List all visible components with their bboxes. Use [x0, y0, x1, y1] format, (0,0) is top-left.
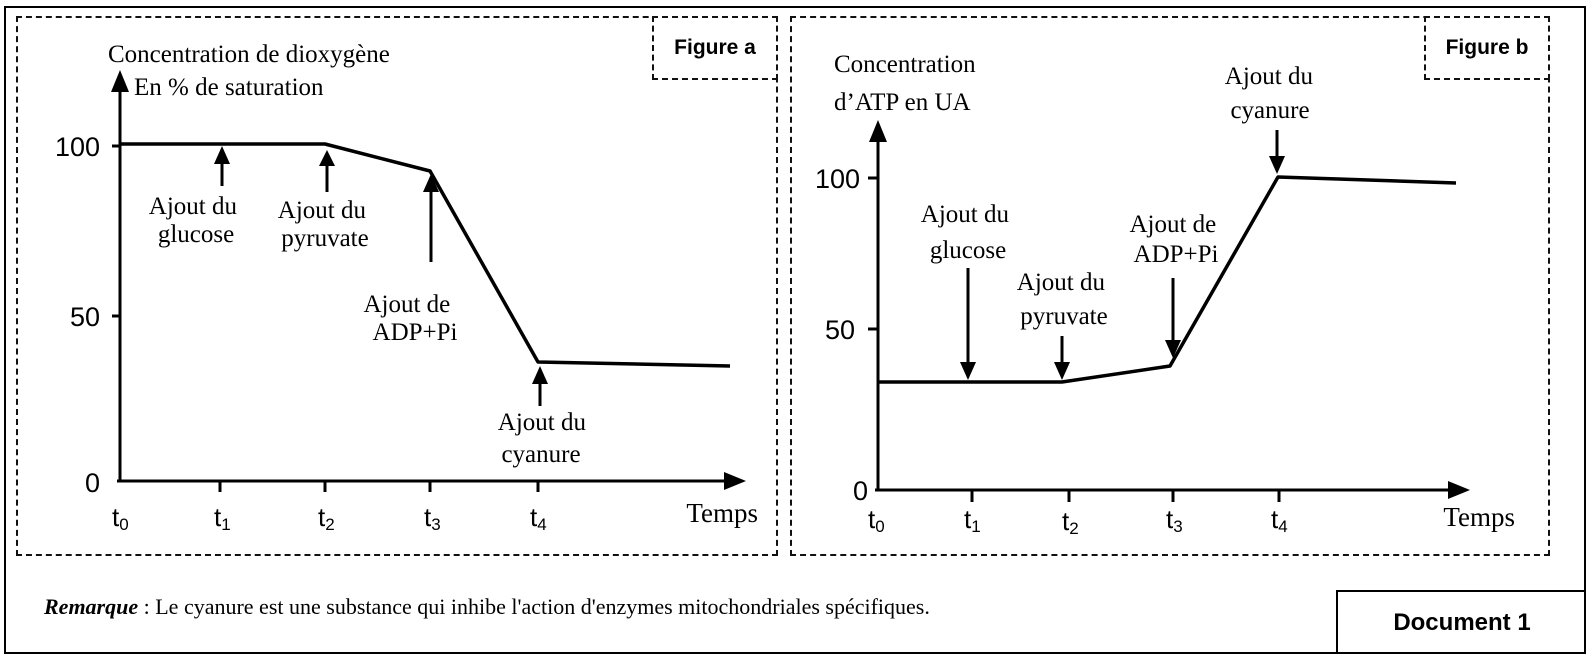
figure-a-ytick-100: 100 [54, 132, 100, 162]
figure-b-ytick-100: 100 [814, 164, 860, 194]
figure-b-y-axis-arrow-icon [869, 120, 887, 142]
figure-b-annotation-pyruvate: Ajout du pyruvate [1016, 269, 1108, 330]
figure-b-arrow-cyanure-icon [1269, 156, 1285, 174]
figure-a-xtick-t1: t1 [214, 502, 231, 534]
remarque-label: Remarque [44, 594, 139, 619]
figure-b-arrow-pyruvate-icon [1054, 362, 1070, 380]
figure-a-arrow-cyanure-icon [532, 366, 548, 384]
figure-a-xtick-t0: t0 [112, 502, 129, 534]
figure-a-annotation-cyanure: Ajout du cyanure [497, 409, 586, 468]
figure-a-x-axis-arrow-icon [724, 472, 746, 490]
figure-b-xlabel: Temps [1443, 502, 1515, 532]
figure-a-xtick-t3: t3 [424, 502, 441, 534]
figure-a-label: Figure a [652, 16, 778, 80]
document-label: Document 1 [1336, 590, 1586, 654]
figure-a-ylabel-line2: En % de saturation [134, 74, 324, 101]
figure-b-chart [815, 51, 1515, 538]
remarque-text: : Le cyanure est une substance qui inhibe l'action d'enzymes mitochondriales spécifiques. [138, 594, 930, 619]
figure-b-ytick-0: 0 [852, 476, 868, 506]
figure-b-xtick-t2: t2 [1062, 506, 1079, 538]
figure-b-annotation-cyanure: Ajout du cyanure [1224, 63, 1313, 124]
figure-a-ylabel-line1: Concentration de dioxygène [108, 41, 390, 68]
figure-a-chart [55, 41, 758, 534]
remarque-note [44, 594, 930, 620]
figure-b-ytick-50: 50 [824, 315, 855, 345]
figure-b-xtick-t1: t1 [964, 504, 981, 536]
figure-a-xtick-t4: t4 [530, 502, 547, 534]
figure-a-annotation-glucose: Ajout du glucose [148, 193, 237, 248]
figure-b-xtick-t4: t4 [1271, 504, 1288, 536]
figure-b-xtick-t0: t0 [868, 504, 885, 536]
figure-a-xlabel: Temps [686, 498, 758, 528]
figure-a-ytick-0: 0 [84, 468, 100, 498]
figure-b-annotation-adp: Ajout de ADP+Pi [1129, 211, 1219, 268]
figure-a-arrow-glucose-icon [214, 146, 230, 164]
figure-a-ytick-50: 50 [69, 302, 100, 332]
figure-b-xtick-t3: t3 [1166, 504, 1183, 536]
figure-b-label: Figure b [1424, 16, 1550, 80]
figure-a-xtick-t2: t2 [318, 502, 335, 534]
figure-a-annotation-adp: Ajout de ADP+Pi [363, 291, 458, 346]
figure-b-ylabel-line1: Concentration [834, 51, 976, 78]
figure-a-annotation-pyruvate: Ajout du pyruvate [277, 197, 369, 252]
figure-b-ylabel-line2: d’ATP en UA [834, 89, 971, 116]
figure-b-x-axis-arrow-icon [1448, 481, 1470, 499]
figure-a-arrow-pyruvate-icon [319, 150, 335, 166]
figure-b-arrow-glucose-icon [960, 362, 976, 380]
figure-b-annotation-glucose: Ajout du glucose [920, 201, 1009, 264]
figure-a-y-axis-arrow-icon [111, 70, 129, 92]
